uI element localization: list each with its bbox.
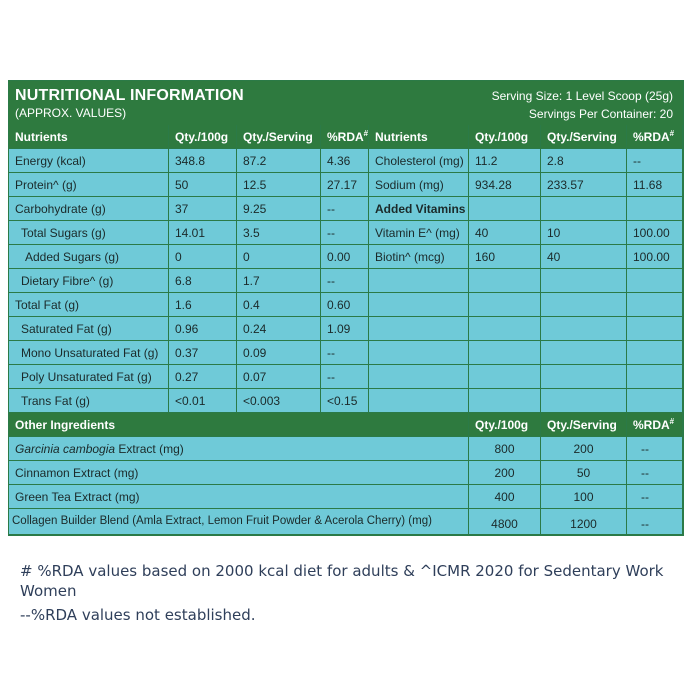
empty-cell bbox=[541, 389, 627, 413]
row-biotin-qty100: 160 bbox=[469, 245, 541, 269]
other-row-garcinia-qtyserv: 200 bbox=[541, 437, 627, 461]
row-poly-fat-qty100: 0.27 bbox=[169, 365, 237, 389]
row-saturated-fat-qty100: 0.96 bbox=[169, 317, 237, 341]
empty-cell bbox=[369, 269, 469, 293]
row-trans-fat-qty100: <0.01 bbox=[169, 389, 237, 413]
empty-cell bbox=[369, 365, 469, 389]
empty-cell bbox=[541, 341, 627, 365]
other-row-cinnamon-qtyserv: 50 bbox=[541, 461, 627, 485]
col-header-qtyserv-right: Qty./Serving bbox=[541, 125, 627, 149]
row-added-vitamins-qtyserv bbox=[541, 197, 627, 221]
other-ingredients-header: Other Ingredients bbox=[9, 413, 469, 437]
other-row-green-tea-qty100: 400 bbox=[469, 485, 541, 509]
col-header-nutrients: Nutrients bbox=[9, 125, 169, 149]
row-mono-fat-qtyserv: 0.09 bbox=[237, 341, 321, 365]
empty-cell bbox=[627, 365, 683, 389]
empty-cell bbox=[627, 341, 683, 365]
other-row-garcinia-qty100: 800 bbox=[469, 437, 541, 461]
other-row-cinnamon-qty100: 200 bbox=[469, 461, 541, 485]
empty-cell bbox=[369, 293, 469, 317]
row-protein-qtyserv: 12.5 bbox=[237, 173, 321, 197]
empty-cell bbox=[469, 317, 541, 341]
row-carbohydrate-qty100: 37 bbox=[169, 197, 237, 221]
row-total-sugars-qtyserv: 3.5 bbox=[237, 221, 321, 245]
other-row-cinnamon-rda: -- bbox=[627, 461, 683, 485]
row-sodium-rda: 11.68 bbox=[627, 173, 683, 197]
other-row-garcinia-rda: -- bbox=[627, 437, 683, 461]
rda-label-right: %RDA bbox=[633, 130, 670, 144]
row-energy-name: Energy (kcal) bbox=[9, 149, 169, 173]
empty-cell bbox=[541, 269, 627, 293]
row-total-sugars-rda: -- bbox=[321, 221, 369, 245]
serving-size: Serving Size: 1 Level Scoop (25g) bbox=[491, 89, 673, 103]
empty-cell bbox=[627, 317, 683, 341]
col-header-nutrients-right: Nutrients bbox=[369, 125, 469, 149]
empty-cell bbox=[627, 293, 683, 317]
other-row-collagen-qty100: 4800 bbox=[469, 509, 541, 535]
nutrition-panel bbox=[8, 80, 684, 536]
servings-per-container: Servings Per Container: 20 bbox=[528, 107, 673, 121]
row-dietary-fibre-qty100: 6.8 bbox=[169, 269, 237, 293]
row-trans-fat-name: Trans Fat (g) bbox=[9, 389, 169, 413]
empty-cell bbox=[369, 317, 469, 341]
row-saturated-fat-rda: 1.09 bbox=[321, 317, 369, 341]
row-protein-qty100: 50 bbox=[169, 173, 237, 197]
row-biotin-name: Biotin^ (mcg) bbox=[369, 245, 469, 269]
row-dietary-fibre-qtyserv: 1.7 bbox=[237, 269, 321, 293]
empty-cell bbox=[541, 317, 627, 341]
panel-title: NUTRITIONAL INFORMATION bbox=[15, 87, 244, 104]
empty-cell bbox=[627, 389, 683, 413]
garcinia-italic-label: Garcinia cambogia bbox=[15, 442, 116, 456]
row-total-sugars-name: Total Sugars (g) bbox=[9, 221, 169, 245]
row-carbohydrate-rda: -- bbox=[321, 197, 369, 221]
other-row-green-tea-name: Green Tea Extract (mg) bbox=[9, 485, 469, 509]
row-added-vitamins-name: Added Vitamins bbox=[369, 197, 469, 221]
row-vitamin-e-qty100: 40 bbox=[469, 221, 541, 245]
row-saturated-fat-qtyserv: 0.24 bbox=[237, 317, 321, 341]
row-total-fat-name: Total Fat (g) bbox=[9, 293, 169, 317]
row-added-sugars-qty100: 0 bbox=[169, 245, 237, 269]
other-row-collagen-name: Collagen Builder Blend (Amla Extract, Lemon Fruit Powder & Acerola Cherry) (mg) bbox=[9, 509, 469, 535]
row-mono-fat-rda: -- bbox=[321, 341, 369, 365]
col-header-qty100-right: Qty./100g bbox=[469, 125, 541, 149]
other-row-garcinia-name bbox=[9, 437, 469, 461]
rda-mark-right: # bbox=[669, 129, 675, 138]
garcinia-label: Extract (mg) bbox=[115, 442, 184, 456]
row-added-vitamins-rda bbox=[627, 197, 683, 221]
row-biotin-qtyserv: 40 bbox=[541, 245, 627, 269]
other-row-green-tea-qtyserv: 100 bbox=[541, 485, 627, 509]
other-col-header-qtyserv: Qty./Serving bbox=[541, 413, 627, 437]
row-poly-fat-name: Poly Unsaturated Fat (g) bbox=[9, 365, 169, 389]
other-col-header-rda bbox=[627, 413, 683, 437]
other-col-header-qty100: Qty./100g bbox=[469, 413, 541, 437]
empty-cell bbox=[469, 389, 541, 413]
other-row-collagen-qtyserv: 1200 bbox=[541, 509, 627, 535]
row-vitamin-e-name: Vitamin E^ (mg) bbox=[369, 221, 469, 245]
other-row-cinnamon-name: Cinnamon Extract (mg) bbox=[9, 461, 469, 485]
footnote-rda-basis-cont: Women bbox=[20, 582, 77, 600]
empty-cell bbox=[469, 341, 541, 365]
row-vitamin-e-rda: 100.00 bbox=[627, 221, 683, 245]
row-cholesterol-name: Cholesterol (mg) bbox=[369, 149, 469, 173]
row-added-vitamins-qty100 bbox=[469, 197, 541, 221]
empty-cell bbox=[541, 293, 627, 317]
row-dietary-fibre-name: Dietary Fibre^ (g) bbox=[9, 269, 169, 293]
empty-cell bbox=[627, 269, 683, 293]
row-vitamin-e-qtyserv: 10 bbox=[541, 221, 627, 245]
row-carbohydrate-name: Carbohydrate (g) bbox=[9, 197, 169, 221]
empty-cell bbox=[369, 341, 469, 365]
row-sodium-qtyserv: 233.57 bbox=[541, 173, 627, 197]
row-protein-rda: 27.17 bbox=[321, 173, 369, 197]
row-protein-name: Protein^ (g) bbox=[9, 173, 169, 197]
row-sodium-name: Sodium (mg) bbox=[369, 173, 469, 197]
row-cholesterol-qtyserv: 2.8 bbox=[541, 149, 627, 173]
empty-cell bbox=[541, 365, 627, 389]
row-trans-fat-qtyserv: <0.003 bbox=[237, 389, 321, 413]
row-cholesterol-qty100: 11.2 bbox=[469, 149, 541, 173]
col-header-rda bbox=[321, 125, 369, 149]
row-poly-fat-rda: -- bbox=[321, 365, 369, 389]
row-added-sugars-name: Added Sugars (g) bbox=[9, 245, 169, 269]
row-dietary-fibre-rda: -- bbox=[321, 269, 369, 293]
col-header-qtyserv: Qty./Serving bbox=[237, 125, 321, 149]
row-saturated-fat-name: Saturated Fat (g) bbox=[9, 317, 169, 341]
other-row-collagen-rda: -- bbox=[627, 509, 683, 535]
empty-cell bbox=[369, 389, 469, 413]
footnote-rda-not-established: --%RDA values not established. bbox=[20, 606, 256, 624]
row-total-fat-qtyserv: 0.4 bbox=[237, 293, 321, 317]
rda-mark: # bbox=[363, 129, 369, 138]
row-mono-fat-qty100: 0.37 bbox=[169, 341, 237, 365]
row-sodium-qty100: 934.28 bbox=[469, 173, 541, 197]
other-row-green-tea-rda: -- bbox=[627, 485, 683, 509]
row-mono-fat-name: Mono Unsaturated Fat (g) bbox=[9, 341, 169, 365]
row-carbohydrate-qtyserv: 9.25 bbox=[237, 197, 321, 221]
row-total-fat-rda: 0.60 bbox=[321, 293, 369, 317]
row-biotin-rda: 100.00 bbox=[627, 245, 683, 269]
other-rda-mark: # bbox=[669, 417, 675, 426]
row-energy-qty100: 348.8 bbox=[169, 149, 237, 173]
empty-cell bbox=[469, 293, 541, 317]
panel-subtitle: (APPROX. VALUES) bbox=[15, 106, 127, 120]
empty-cell bbox=[469, 365, 541, 389]
row-energy-qtyserv: 87.2 bbox=[237, 149, 321, 173]
row-total-sugars-qty100: 14.01 bbox=[169, 221, 237, 245]
col-header-qty100: Qty./100g bbox=[169, 125, 237, 149]
other-rda-label: %RDA bbox=[633, 418, 670, 432]
row-total-fat-qty100: 1.6 bbox=[169, 293, 237, 317]
footnote-rda-basis: # %RDA values based on 2000 kcal diet for adults & ^ICMR 2020 for Sedentary Work bbox=[20, 562, 664, 580]
row-added-sugars-qtyserv: 0 bbox=[237, 245, 321, 269]
row-cholesterol-rda: -- bbox=[627, 149, 683, 173]
panel-header bbox=[9, 81, 683, 125]
row-poly-fat-qtyserv: 0.07 bbox=[237, 365, 321, 389]
row-trans-fat-rda: <0.15 bbox=[321, 389, 369, 413]
row-added-sugars-rda: 0.00 bbox=[321, 245, 369, 269]
col-header-rda-right bbox=[627, 125, 683, 149]
row-energy-rda: 4.36 bbox=[321, 149, 369, 173]
empty-cell bbox=[469, 269, 541, 293]
rda-label: %RDA bbox=[327, 130, 364, 144]
